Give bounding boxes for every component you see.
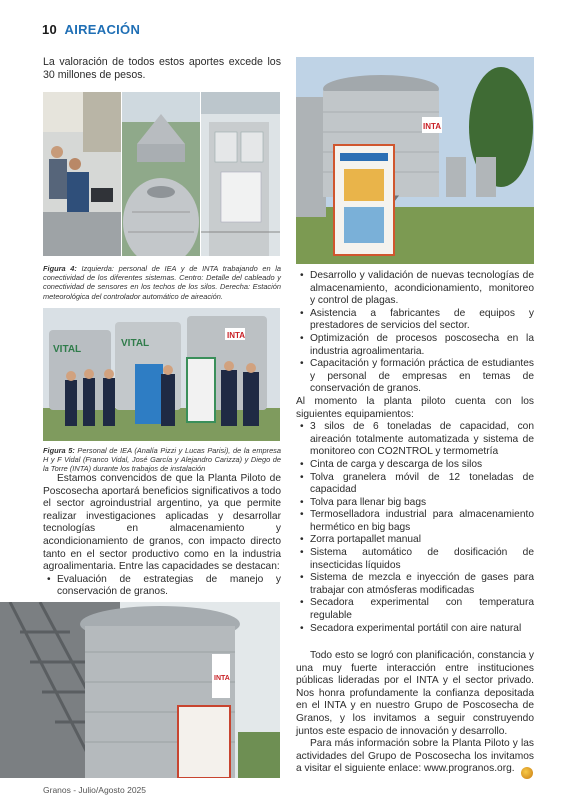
equipment-intro: Al momento la planta piloto cuenta con los siguientes equipamientos: [296, 395, 534, 420]
list-item: • 3 silos de 6 toneladas de capacidad, con aireación totalmente automatizada y sistema de monitoreo con CO2NTROL y termometría [296, 421, 534, 459]
inta-sign-bottom: INTA [214, 675, 230, 682]
equipment-list [296, 421, 534, 635]
silo-brand-center: VITAL [121, 338, 150, 349]
body-right-text [296, 270, 534, 635]
page-header [42, 22, 140, 37]
photo-silo-roof-sensors [122, 92, 200, 256]
list-item: • Secadora experimental con temperatura regulable [296, 597, 534, 622]
page-footer: Granos - Julio/Agosto 2025 [43, 785, 147, 795]
list-item: • Tolva para llenar big bags [296, 497, 534, 510]
list-item: • Termoselladora industrial para almacenamiento hermético en big bags [296, 509, 534, 534]
page-number: 10 [42, 22, 58, 37]
list-item: • Sistema de mezcla e inyección de gases para trabajar con atmósferas modificadas [296, 572, 534, 597]
closing-paragraph-2: Para más información sobre la Planta Piloto y las actividades del Grupo de Poscosecha los invitamos a visitar el siguiente enlace: www.progranos.org. [296, 738, 534, 775]
intro-paragraph: La valoración de todos estos aportes excede los 30 millones de pesos. [43, 56, 281, 82]
photo-team-computer [43, 92, 121, 256]
section-title: AIREACIÓN [64, 22, 141, 37]
photo-silo-with-stairs [0, 602, 280, 778]
figure5-caption [43, 446, 281, 474]
closing-paragraph-1: Todo esto se logró con planificación, constancia y una muy fuerte interacción entre instituciones públicas lideradas por el INTA y el sector privado. Nos honra profundamente la confianza depositada en el INTA y en nuestro Grupo de Poscosecha de Granos, y los invitamos a seguir construyendo juntos este espacio de innovación y desarrollo. [296, 650, 534, 737]
silo-brand-left: VITAL [53, 344, 82, 355]
closing-text [296, 650, 534, 776]
list-item: • Evaluación de estrategias de manejo y conservación de granos. [43, 574, 281, 599]
list-item: • Desarrollo y validación de nuevas tecnologías de almacenamiento, acondicionamiento, monitoreo y control de plagas. [296, 270, 534, 308]
figure5-text: Personal de IEA (Analía Pizzi y Lucas Parisi), de la empresa H y F Vidal (Franco Vidal, José García y Alejandro Carizza) y Diego de la Torre (INTA) durante los trabajos de instalación [43, 446, 281, 474]
list-item: • Capacitación y formación práctica de estudiantes y personal de empresas en temas de conservación de granos. [296, 358, 534, 396]
photo-weather-station [201, 92, 280, 256]
end-mark-icon [521, 767, 533, 779]
list-item: • Sistema automático de dosificación de insecticidas líquidos [296, 547, 534, 572]
inta-sign: INTA [227, 331, 246, 340]
list-item: • Optimización de procesos poscosecha en la industria agroalimentaria. [296, 333, 534, 358]
figure4-label: Figura 4: [43, 264, 77, 273]
figure4-caption [43, 264, 281, 301]
list-item: • Zorra portapallet manual [296, 534, 534, 547]
list-item: • Cinta de carga y descarga de los silos [296, 459, 534, 472]
figure5-label: Figura 5: [43, 446, 75, 455]
list-item: • Secadora experimental portátil con aire natural [296, 623, 534, 636]
photo-silos-with-banner [296, 57, 534, 264]
list-item: • Tolva granelera móvil de 12 toneladas de capacidad [296, 472, 534, 497]
body-left-text: Estamos convencidos de que la Planta Piloto de Poscosecha aportará beneficios significativos a todo el sector agroindustrial argentino, ya que permite realizar investigaciones aplicadas y desarrollar tecnologías en almacenamiento y acondicionamiento de granos, con impacto directo tanto en el sector productivo como en la industria agroalimentaria. Entre las capacidades se destacan: • Evaluación de estrategias de manejo y conservación de granos. [43, 473, 281, 599]
photo-installation-team [43, 308, 280, 441]
capabilities-list-left [43, 574, 281, 599]
list-item: • Asistencia a fabricantes de equipos y prestadores de servicios del sector. [296, 308, 534, 333]
capabilities-list-right [296, 270, 534, 396]
figure4-text: Izquierda: personal de IEA y de INTA trabajando en la conectividad de los diferentes sistemas. Centro: Detalle del cableado y conectividad de sensores en los techos de los silos. Derecha: Estación meteorológica del controlador automático de aireación. [43, 264, 281, 301]
inta-sign-top: INTA [423, 122, 442, 131]
